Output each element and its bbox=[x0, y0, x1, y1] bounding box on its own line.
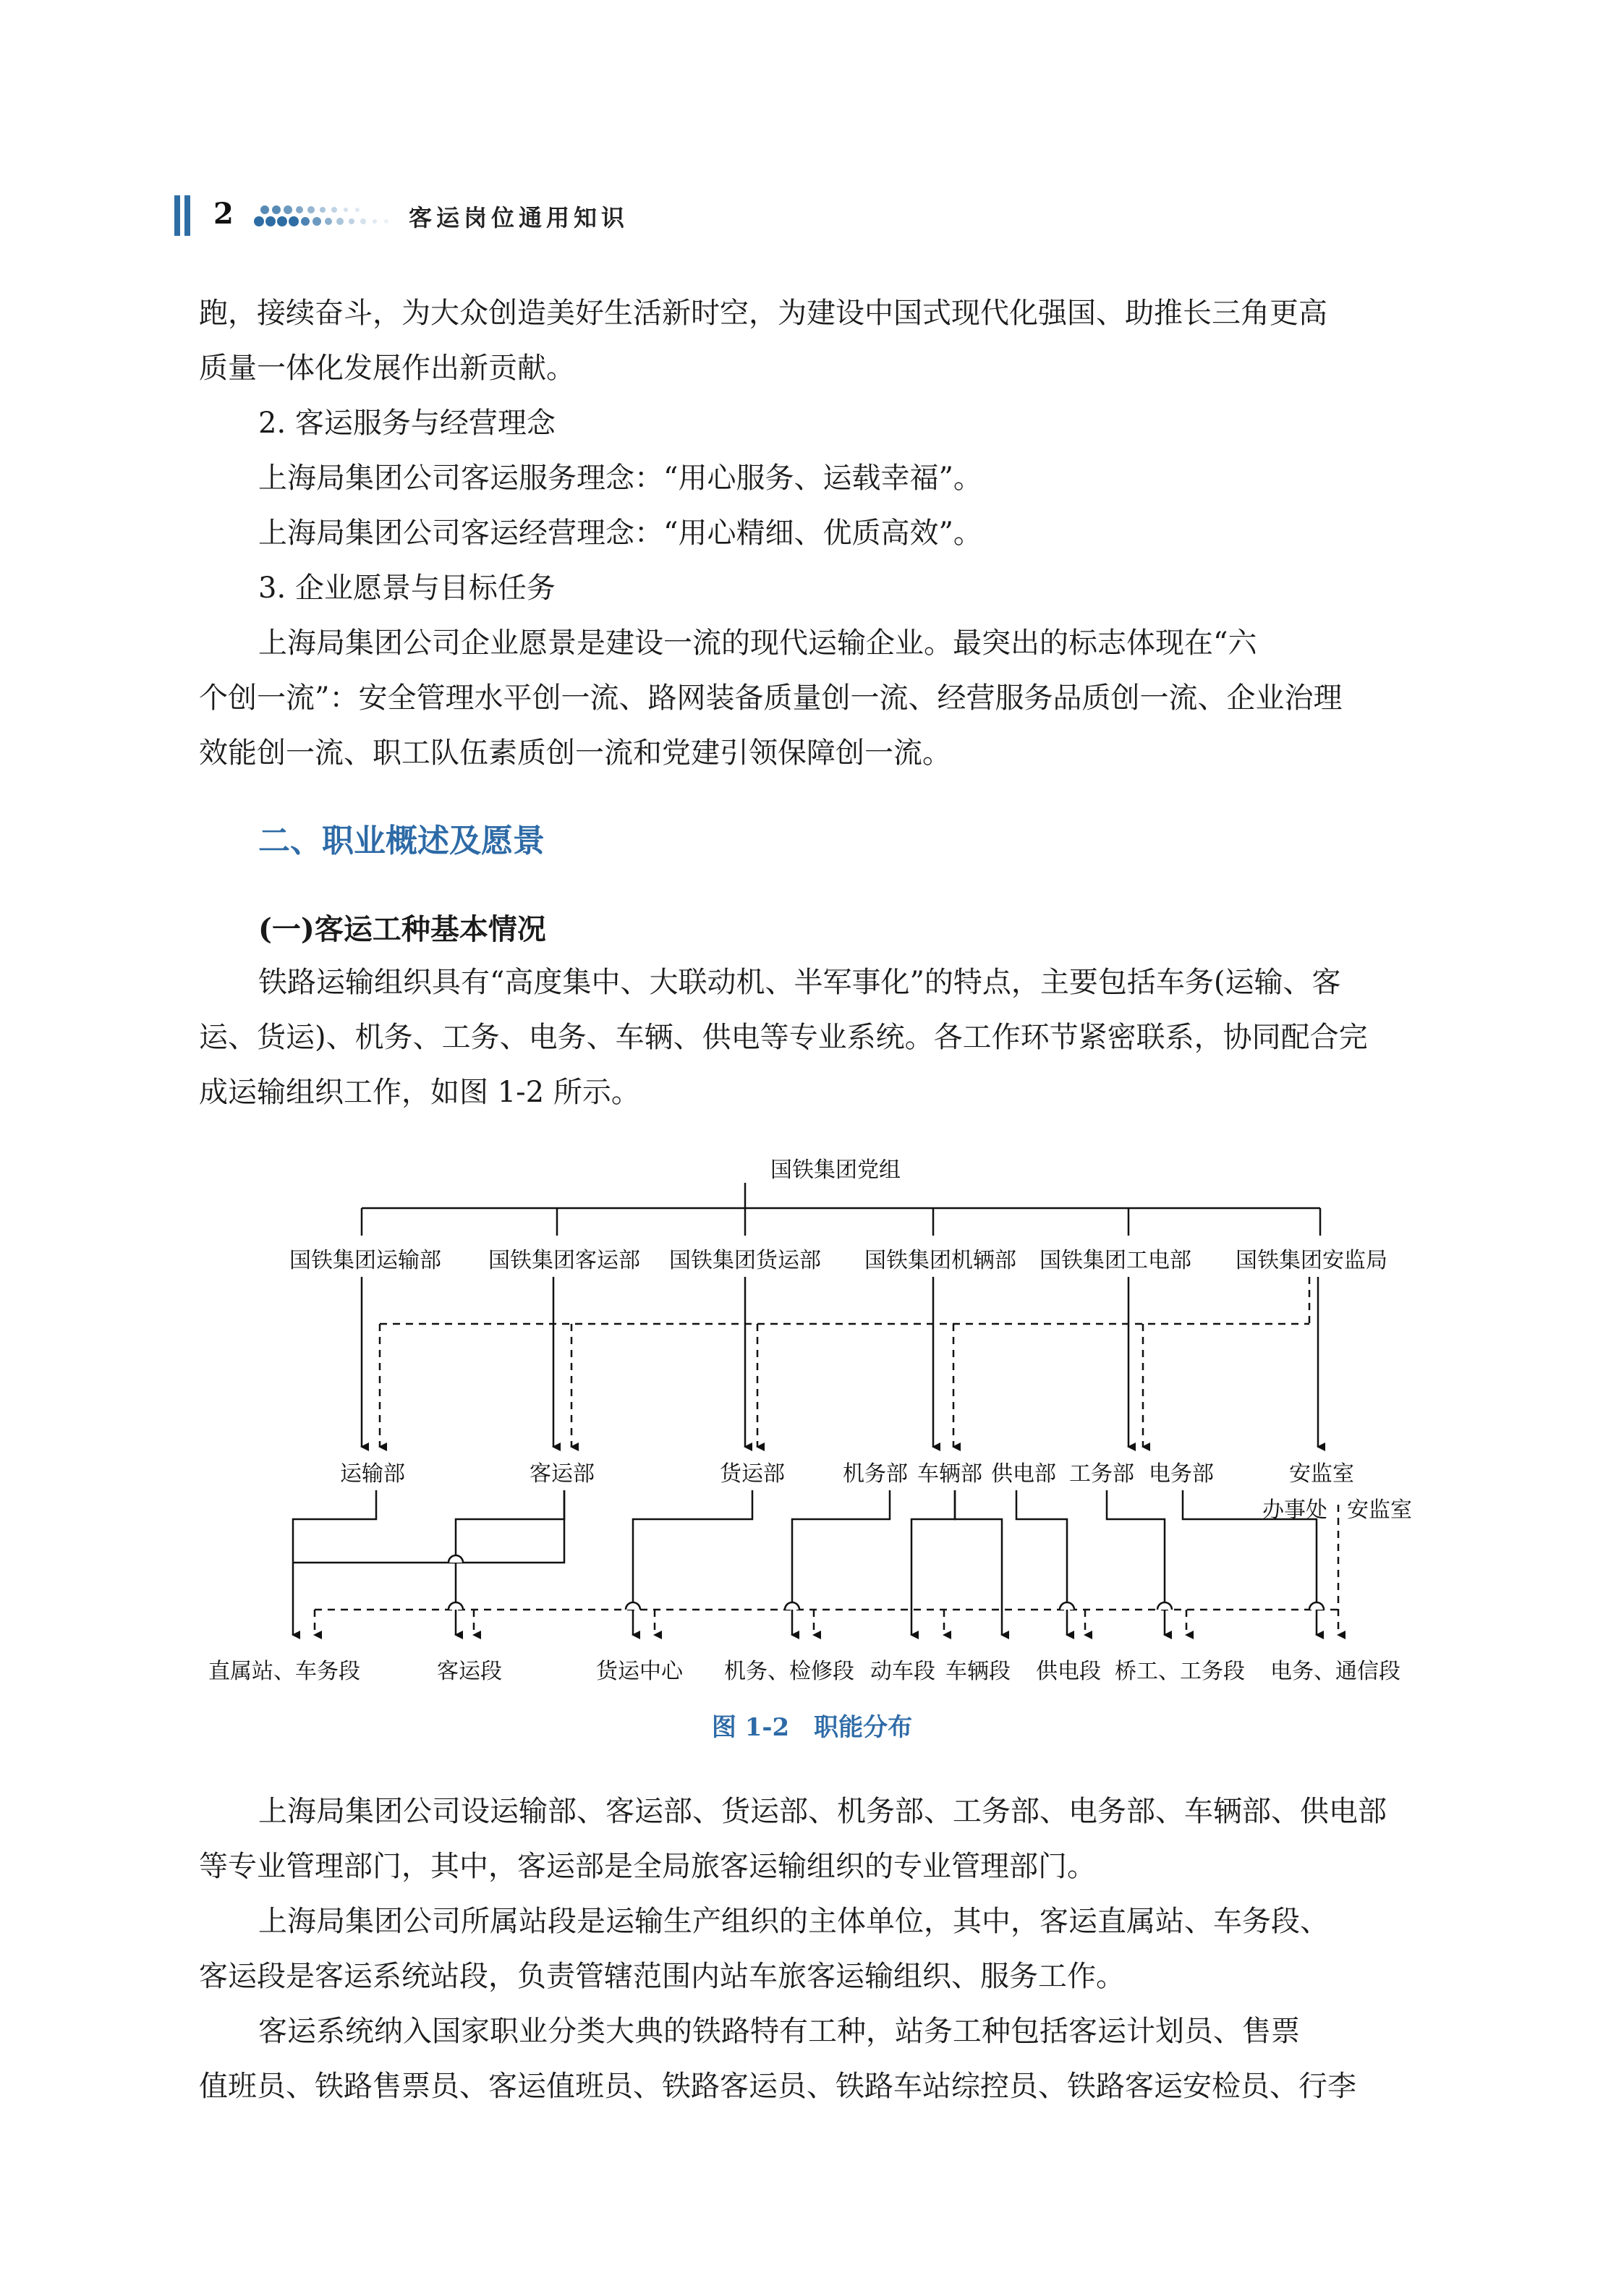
diagram-node-level3: 车辆段 bbox=[945, 1659, 1011, 1684]
diagram-node-level2: 货运部 bbox=[720, 1461, 785, 1487]
diagram-node-level1: 国铁集团运输部 bbox=[289, 1248, 441, 1273]
paragraph-line: 跑，接续奋斗，为大众创造美好生活新时空，为建设中国式现代化强国、助推长三角更高 bbox=[199, 297, 1327, 330]
diagram-node-level2: 车辆部 bbox=[917, 1461, 982, 1487]
paragraph-line: 上海局集团公司客运服务理念：“用心服务、运载幸福”。 bbox=[258, 462, 982, 495]
paragraph-line: 客运系统纳入国家职业分类大典的铁路特有工种，站务工种包括客运计划员、售票 bbox=[258, 2015, 1300, 2048]
paragraph-line: 上海局集团公司客运经营理念：“用心精细、优质高效”。 bbox=[258, 517, 982, 550]
paragraph-line: 效能创一流、职工队伍素质创一流和党建引领保障创一流。 bbox=[199, 736, 951, 770]
section-heading: 二、职业概述及愿景 bbox=[258, 823, 545, 859]
diagram-node-level1: 国铁集团客运部 bbox=[488, 1248, 640, 1273]
subsection-heading: (一)客运工种基本情况 bbox=[258, 912, 546, 946]
diagram-node-level3: 机务、检修段 bbox=[724, 1659, 854, 1684]
diagram-node-level3: 动车段 bbox=[870, 1659, 935, 1684]
diagram-node-level2: 机务部 bbox=[843, 1461, 908, 1487]
diagram-node-level3: 直属站、车务段 bbox=[208, 1659, 360, 1684]
diagram-node-level3: 客运段 bbox=[437, 1659, 502, 1684]
book-title: 客运岗位通用知识 bbox=[409, 204, 629, 231]
diagram-node-level2b: 安监室 bbox=[1347, 1497, 1412, 1523]
diagram-node-level2: 安监室 bbox=[1289, 1461, 1354, 1487]
paragraph-line: 上海局集团公司企业愿景是建设一流的现代运输企业。最突出的标志体现在“六 bbox=[258, 626, 1257, 660]
paragraph-line: 运、货运)、机务、工务、电务、车辆、供电等专业系统。各工作环节紧密联系，协同配合完 bbox=[199, 1021, 1368, 1054]
paragraph-line: 2. 客运服务与经营理念 bbox=[258, 407, 556, 440]
diagram-node-level2: 客运部 bbox=[530, 1461, 595, 1487]
paragraph-line: 铁路运输组织具有“高度集中、大联动机、半军事化”的特点，主要包括车务(运输、客 bbox=[258, 966, 1341, 999]
diagram-node-level3: 电务、通信段 bbox=[1270, 1659, 1400, 1684]
paragraph-line: 等专业管理部门，其中，客运部是全局旅客运输组织的专业管理部门。 bbox=[199, 1850, 1096, 1883]
paragraph-line: 值班员、铁路售票员、客运值班员、铁路客运员、铁路车站综控员、铁路客运安检员、行李 bbox=[199, 2070, 1356, 2103]
diagram-node-level2: 运输部 bbox=[340, 1461, 405, 1487]
diagram-node-level3: 桥工、工务段 bbox=[1115, 1659, 1245, 1684]
diagram-node-level2: 供电部 bbox=[991, 1461, 1056, 1487]
paragraph-line: 个创一流”：安全管理水平创一流、路网装备质量创一流、经营服务品质创一流、企业治理 bbox=[199, 681, 1343, 715]
paragraph-line: 上海局集团公司所属站段是运输生产组织的主体单位，其中，客运直属站、车务段、 bbox=[258, 1905, 1329, 1938]
page-number: 2 bbox=[213, 197, 234, 231]
diagram-node-level2: 电务部 bbox=[1149, 1461, 1214, 1487]
diagram-node-level1: 国铁集团货运部 bbox=[669, 1248, 821, 1273]
paragraph-line: 上海局集团公司设运输部、客运部、货运部、机务部、工务部、电务部、车辆部、供电部 bbox=[258, 1795, 1387, 1828]
diagram-node-level1: 国铁集团机辆部 bbox=[864, 1248, 1016, 1273]
paragraph-line: 成运输组织工作，如图 1-2 所示。 bbox=[199, 1076, 640, 1109]
figure-caption: 图 1-2 职能分布 bbox=[711, 1713, 913, 1742]
diagram-node-level3: 供电段 bbox=[1036, 1659, 1101, 1684]
diagram-node-top: 国铁集团党组 bbox=[770, 1157, 901, 1183]
paragraph-line: 3. 企业愿景与目标任务 bbox=[258, 572, 556, 605]
diagram-node-level3: 货运中心 bbox=[596, 1659, 683, 1684]
diagram-node-level1: 国铁集团安监局 bbox=[1236, 1248, 1387, 1273]
paragraph-line: 质量一体化发展作出新贡献。 bbox=[199, 352, 575, 385]
diagram-node-level1: 国铁集团工电部 bbox=[1040, 1248, 1191, 1273]
diagram-node-level2: 工务部 bbox=[1069, 1461, 1134, 1487]
paragraph-line: 客运段是客运系统站段，负责管辖范围内站车旅客运输组织、服务工作。 bbox=[199, 1960, 1125, 1993]
diagram-node-level2b: 办事处 bbox=[1262, 1497, 1327, 1523]
